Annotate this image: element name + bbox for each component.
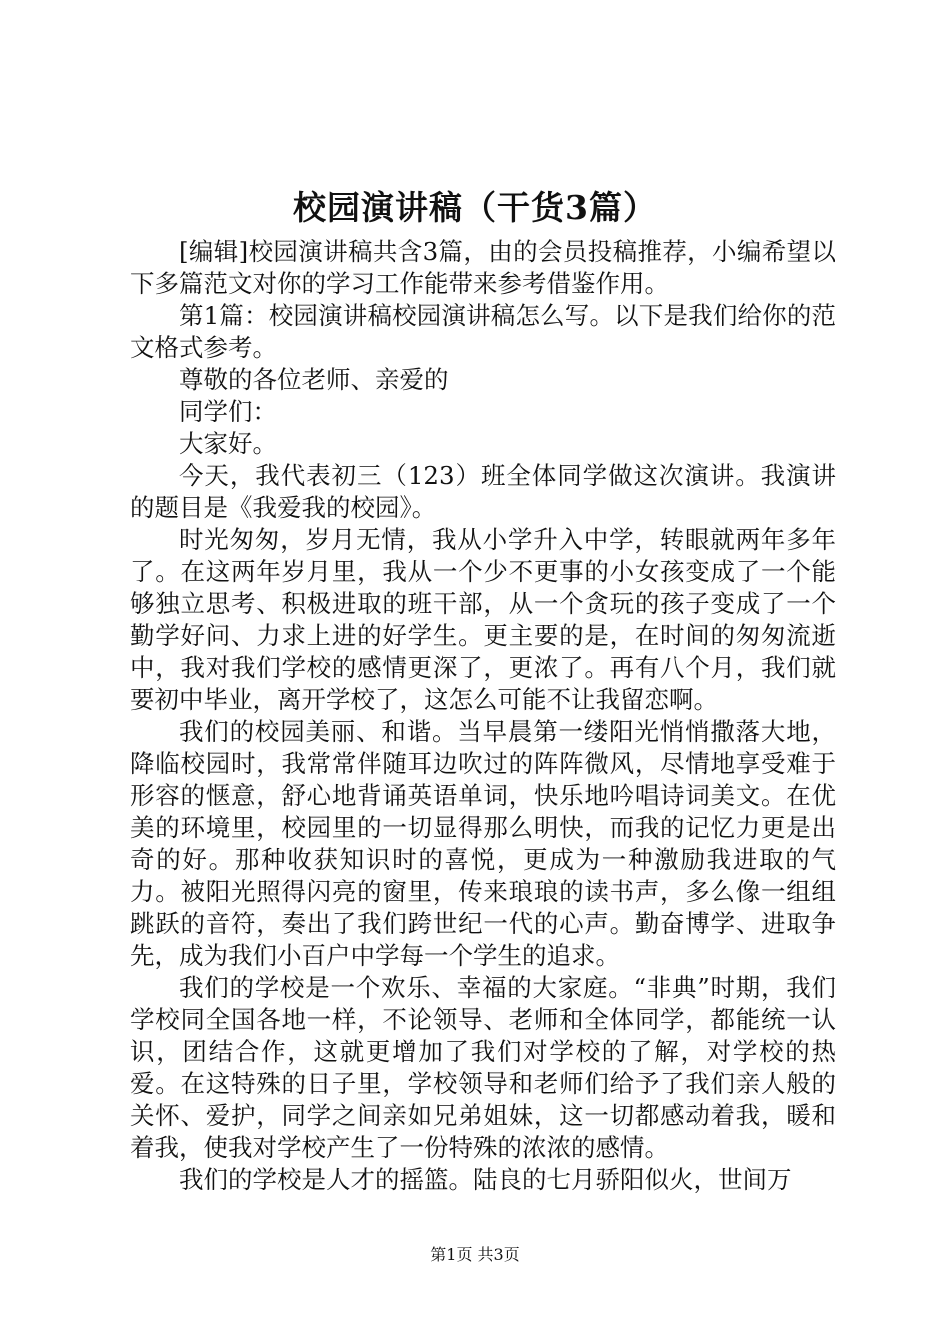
paragraph-happy-family: 我们的学校是一个欢乐、幸福的大家庭。“非典”时期，我们学校同全国各地一样，不论领导、老师和全体同学，都能统一认识，团结合作，这就更增加了我们对学校的了解，对学校的热爱。在这特殊的日子里，学校领导和老师们给予了我们亲人般的关怀、爱护，同学之间亲如兄弟姐妹，这一切都感动着我，暖和着我，使我对学校产生了一份特殊的浓浓的感情。: [130, 973, 836, 1162]
paragraph-topic: 今天，我代表初三（123）班全体同学做这次演讲。我演讲的题目是《我爱我的校园》。: [130, 461, 836, 522]
paragraph-part-1-heading: 第1篇：校园演讲稿校园演讲稿怎么写。以下是我们给你的范文格式参考。: [130, 301, 836, 362]
paragraph-intro: [编辑]校园演讲稿共含3篇，由的会员投稿推荐，小编希望以下多篇范文对你的学习工作能带来参考借鉴作用。: [130, 237, 836, 298]
paragraph-talent-cradle: 我们的学校是人才的摇篮。陆良的七月骄阳似火，世间万: [179, 1165, 792, 1194]
paragraph-greeting: 大家好。: [179, 429, 277, 458]
paragraph-beautiful-campus: 我们的校园美丽、和谐。当早晨第一缕阳光悄悄撒落大地，降临校园时，我常常伴随耳边吹过的阵阵微风，尽情地享受难于形容的惬意，舒心地背诵英语单词，快乐地吟唱诗词美文。在优美的环境里，校园里的一切显得那么明快，而我的记忆力更是出奇的好。那种收获知识时的喜悦，更成为一种激励我进取的气力。被阳光照得闪亮的窗里，传来琅琅的读书声，多么像一组组跳跃的音符，奏出了我们跨世纪一代的心声。勤奋博学、进取争先，成为我们小百户中学每一个学生的追求。: [130, 717, 836, 970]
paragraph-salutation-students: 同学们：: [179, 397, 277, 426]
paragraph-time-passes: 时光匆匆，岁月无情，我从小学升入中学，转眼就两年多年了。在这两年岁月里，我从一个少不更事的小女孩变成了一个能够独立思考、积极进取的班干部，从一个贪玩的孩子变成了一个勤学好问、力求上进的好学生。更主要的是，在时间的匆匆流逝中，我对我们学校的感情更深了，更浓了。再有八个月，我们就要初中毕业，离开学校了，这怎么可能不让我留恋啊。: [130, 525, 836, 714]
document-title: 校园演讲稿（干货3篇）: [293, 188, 657, 227]
page-footer: 第1页 共3页: [430, 1245, 520, 1264]
document-body: [130, 236, 836, 1196]
paragraph-salutation: 尊敬的各位老师、亲爱的: [179, 365, 449, 394]
